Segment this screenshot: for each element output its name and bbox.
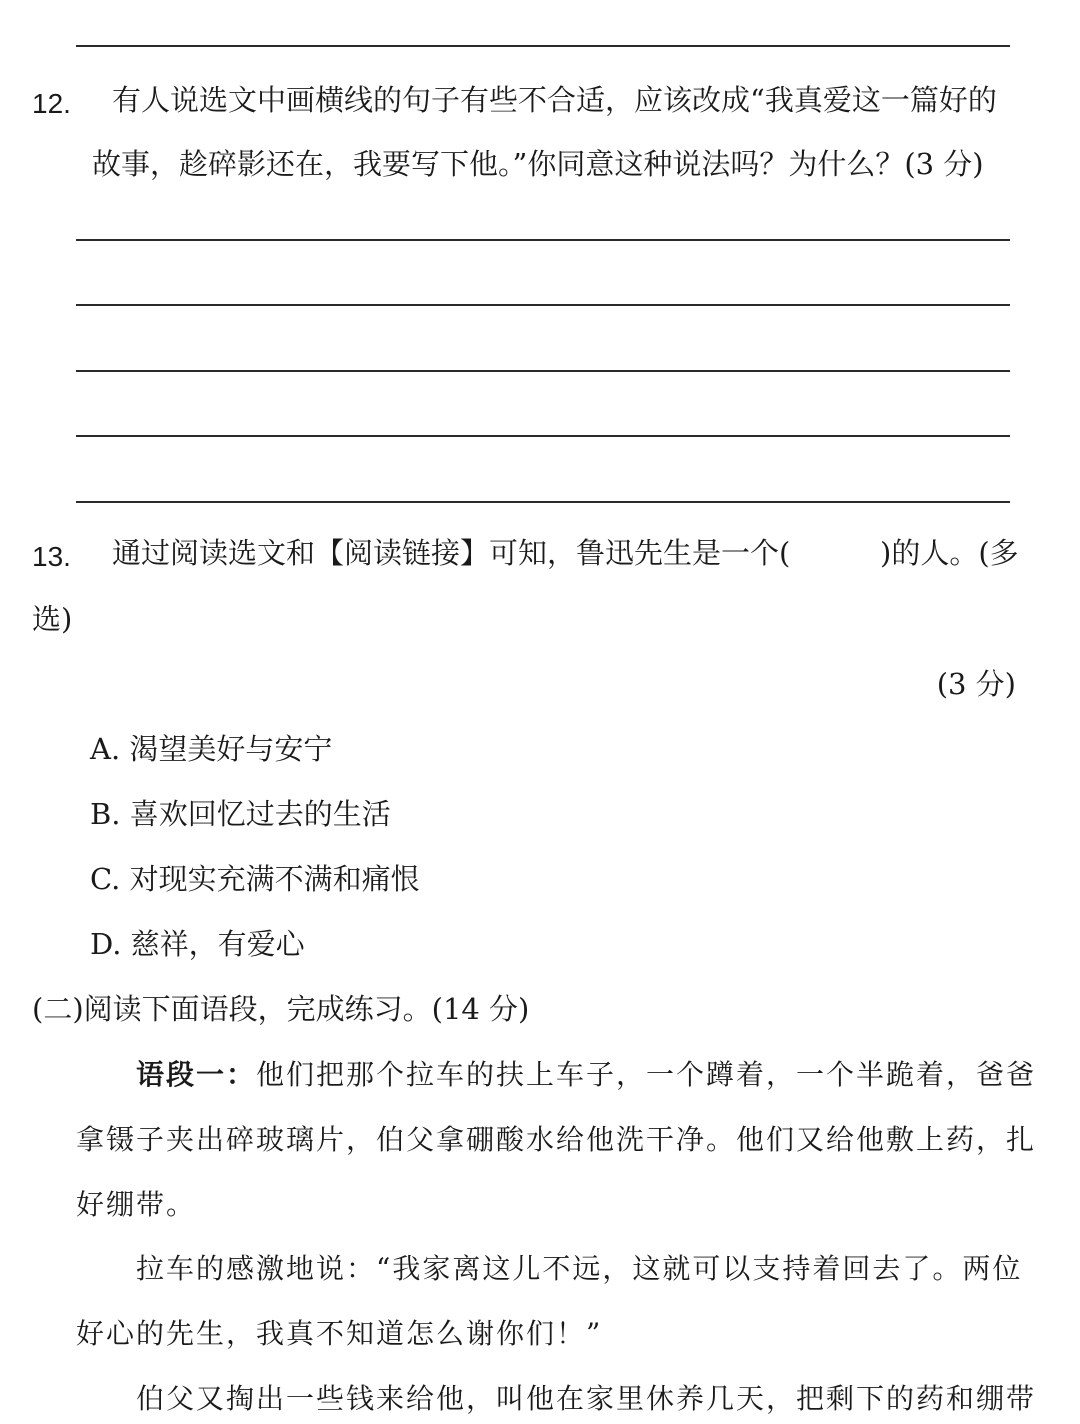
option-c-label: C.: [90, 862, 121, 896]
q13-text-line1b: )的人。(多: [880, 536, 1019, 570]
option-a-label: A.: [90, 732, 121, 766]
option-d[interactable]: [90, 927, 305, 961]
section2-title: (二)阅读下面语段，完成练习。(14 分): [32, 992, 530, 1026]
q12-text-line1: 有人说选文中画横线的句子有些不合适，应该改成“我真爱这一篇好的: [112, 83, 997, 117]
q13-score: (3 分): [936, 667, 1016, 701]
option-d-text: 慈祥，有爱心: [130, 927, 305, 961]
q12-number: 12.: [32, 88, 71, 119]
option-b-text: 喜欢回忆过去的生活: [129, 797, 391, 831]
option-d-label: D.: [90, 927, 122, 961]
option-a[interactable]: [90, 732, 333, 766]
para1-line3: 好绷带。: [76, 1188, 197, 1221]
answer-line-4[interactable]: [76, 435, 1010, 437]
answer-line-5[interactable]: [76, 501, 1010, 503]
para2-line1: 拉车的感激地说：“我家离这儿不远，这就可以支持着回去了。两位: [136, 1252, 1023, 1285]
para3-line1: 伯父又掏出一些钱来给他，叫他在家里休养几天，把剩下的药和绷带: [136, 1382, 1037, 1415]
answer-line-2[interactable]: [76, 304, 1010, 306]
answer-line-3[interactable]: [76, 370, 1010, 372]
option-c[interactable]: [90, 862, 420, 896]
para2-line2: 好心的先生，我真不知道怎么谢你们！”: [76, 1317, 603, 1350]
option-c-text: 对现实充满不满和痛恨: [129, 862, 420, 896]
q13-text-line1a: 通过阅读选文和【阅读链接】可知，鲁迅先生是一个(: [112, 536, 791, 570]
q13-number: 13.: [32, 541, 71, 572]
option-a-text: 渴望美好与安宁: [129, 732, 333, 766]
option-b-label: B.: [90, 797, 121, 831]
para1-line1: [136, 1058, 1037, 1091]
para1-label: 语段一：: [136, 1058, 257, 1091]
option-b[interactable]: [90, 797, 391, 831]
answer-line-1[interactable]: [76, 239, 1010, 241]
para1-line2: 拿镊子夹出碎玻璃片，伯父拿硼酸水给他洗干净。他们又给他敷上药，扎: [76, 1123, 1037, 1156]
q12-text-line2: 故事，趁碎影还在，我要写下他。”你同意这种说法吗？为什么？(3 分): [92, 147, 984, 181]
q13-text-line2: 选): [32, 602, 73, 636]
answer-line-top[interactable]: [76, 45, 1010, 47]
para1-line1-text: 他们把那个拉车的扶上车子，一个蹲着，一个半跪着，爸爸: [256, 1058, 1037, 1091]
